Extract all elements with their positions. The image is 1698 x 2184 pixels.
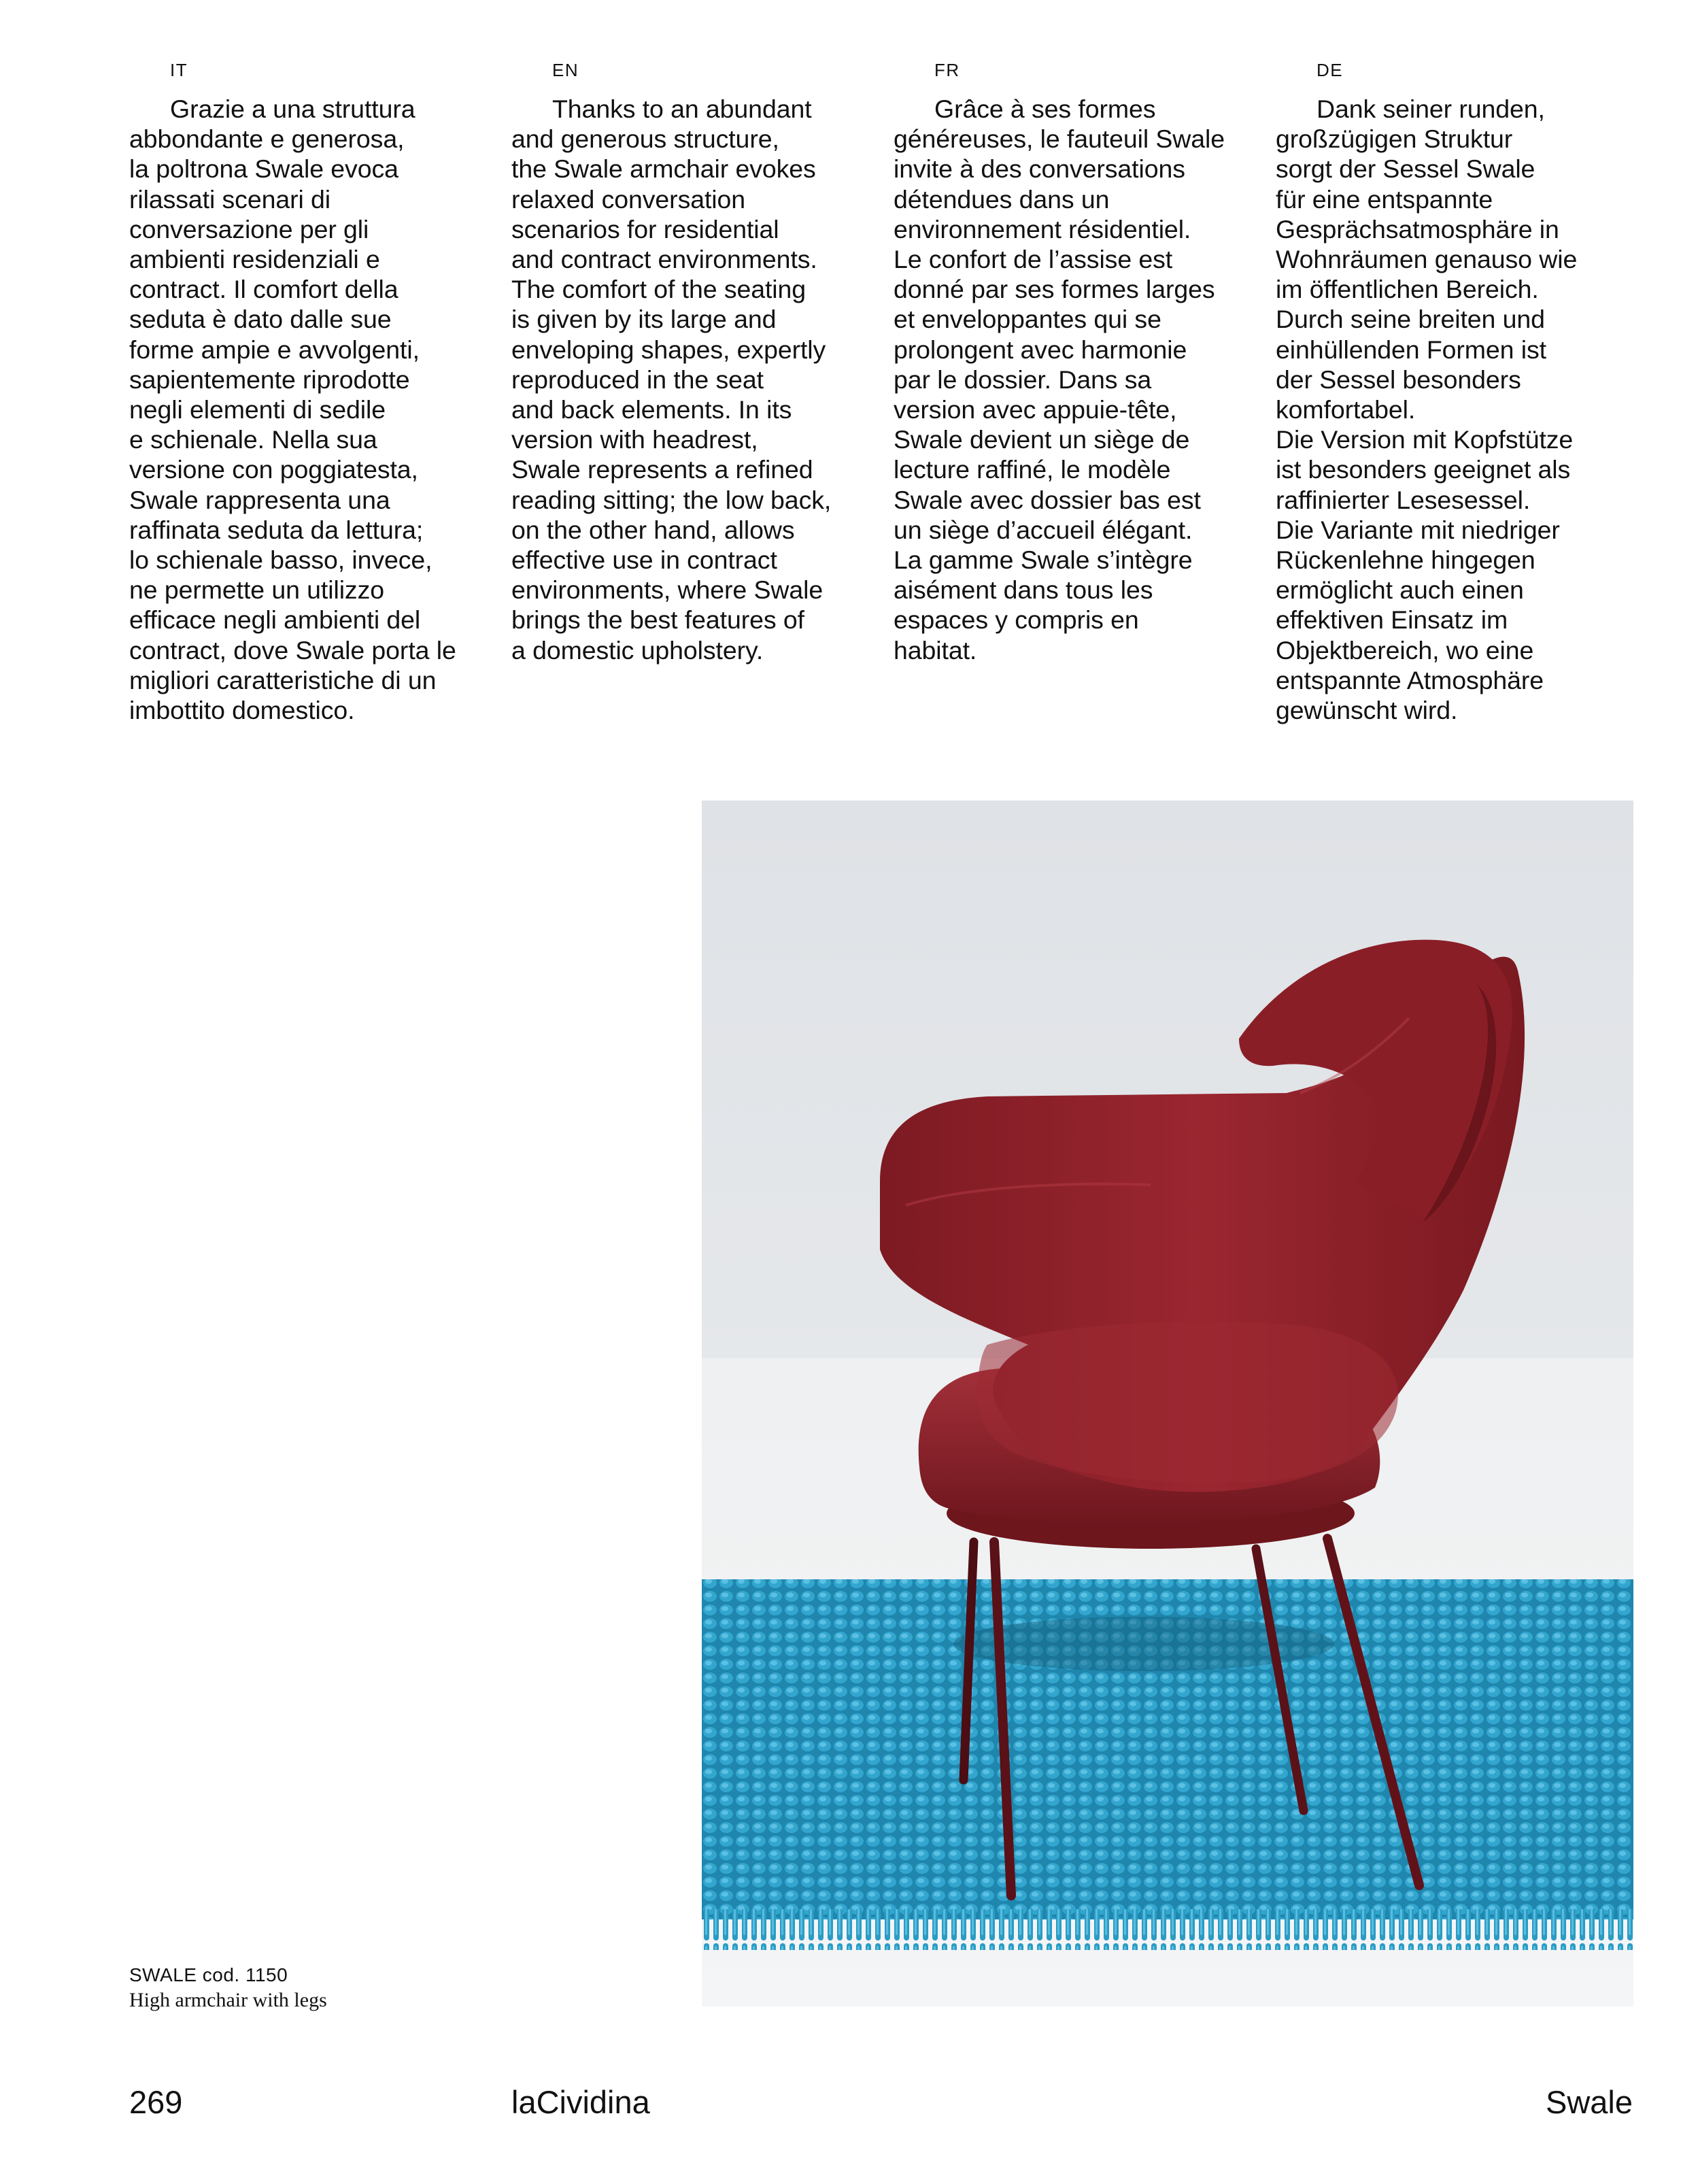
text-column-it	[129, 60, 510, 725]
language-label-de: DE	[1317, 60, 1344, 80]
text-column-en	[511, 60, 892, 665]
body-text-fr: Grâce à ses formes généreuses, le fauteuil Swale invite à des conversations détendues dans un environnement résidentiel. Le confort de l’assise est donné par ses formes larges et enveloppantes qui se prolongent avec harmonie par le dossier. Dans sa version avec appuie-tête, Swale devient un siège de lecture raffiné, le modèle Swale avec dossier bas est un siège d’accueil élégant. La gamme Swale s’intègre aisément dans tous les espaces y compris en habitat.	[894, 95, 1225, 665]
body-text-en: Thanks to an abundant and generous structure, the Swale armchair evokes relaxed conversation scenarios for residential and contract environments. The comfort of the seating is given by its large and enveloping shapes, expertly reproduced in the seat and back elements. In its version with headrest, Swale represents a refined reading sitting; the low back, on the other hand, allows effective use in contract environments, where Swale brings the best features of a domestic upholstery.	[511, 95, 832, 665]
caption-product-code: SWALE cod. 1150	[129, 1964, 288, 1985]
text-column-fr	[894, 60, 1274, 665]
photo-caption	[129, 1963, 605, 2013]
section-title: Swale	[1545, 2084, 1633, 2120]
body-text-it: Grazie a una struttura abbondante e generosa, la poltrona Swale evoca rilassati scenari di conversazione per gli ambienti residenziali e contract. Il comfort della seduta è dato dalle sue forme ampie e avvolgenti, sapientemente riprodotte negli elementi di sedile e schienale. Nella sua versione con poggiatesta, Swale rappresenta una raffinata seduta da lettura; lo schienale basso, invece, ne permette un utilizzo efficace negli ambienti del contract, dove Swale porta le migliori caratteristiche di un imbottito domestico.	[129, 95, 456, 725]
language-label-en: EN	[552, 60, 579, 80]
brand-name: laCividina	[511, 2084, 650, 2120]
body-text-de: Dank seiner runden, großzügigen Struktur sorgt der Sessel Swale für eine entspannte Gesprächsatmosphäre in Wohnräumen genauso wie im öffentlichen Bereich. Durch seine breiten und einhüllenden Formen ist der Sessel besonders komfortabel. Die Version mit Kopfstütze ist besonders geeignet als raffinierter Lesesessel. Die Variante mit niedriger Rückenlehne hingegen ermöglicht auch einen effektiven Einsatz im Objektbereich, wo eine entspannte Atmosphäre gewünscht wird.	[1276, 95, 1578, 725]
product-photo	[702, 801, 1633, 2006]
caption-description: High armchair with legs	[129, 1989, 327, 2011]
page-number: 269	[129, 2084, 183, 2120]
language-label-fr: FR	[934, 60, 960, 80]
text-column-de	[1276, 60, 1657, 725]
language-label-it: IT	[170, 60, 188, 80]
